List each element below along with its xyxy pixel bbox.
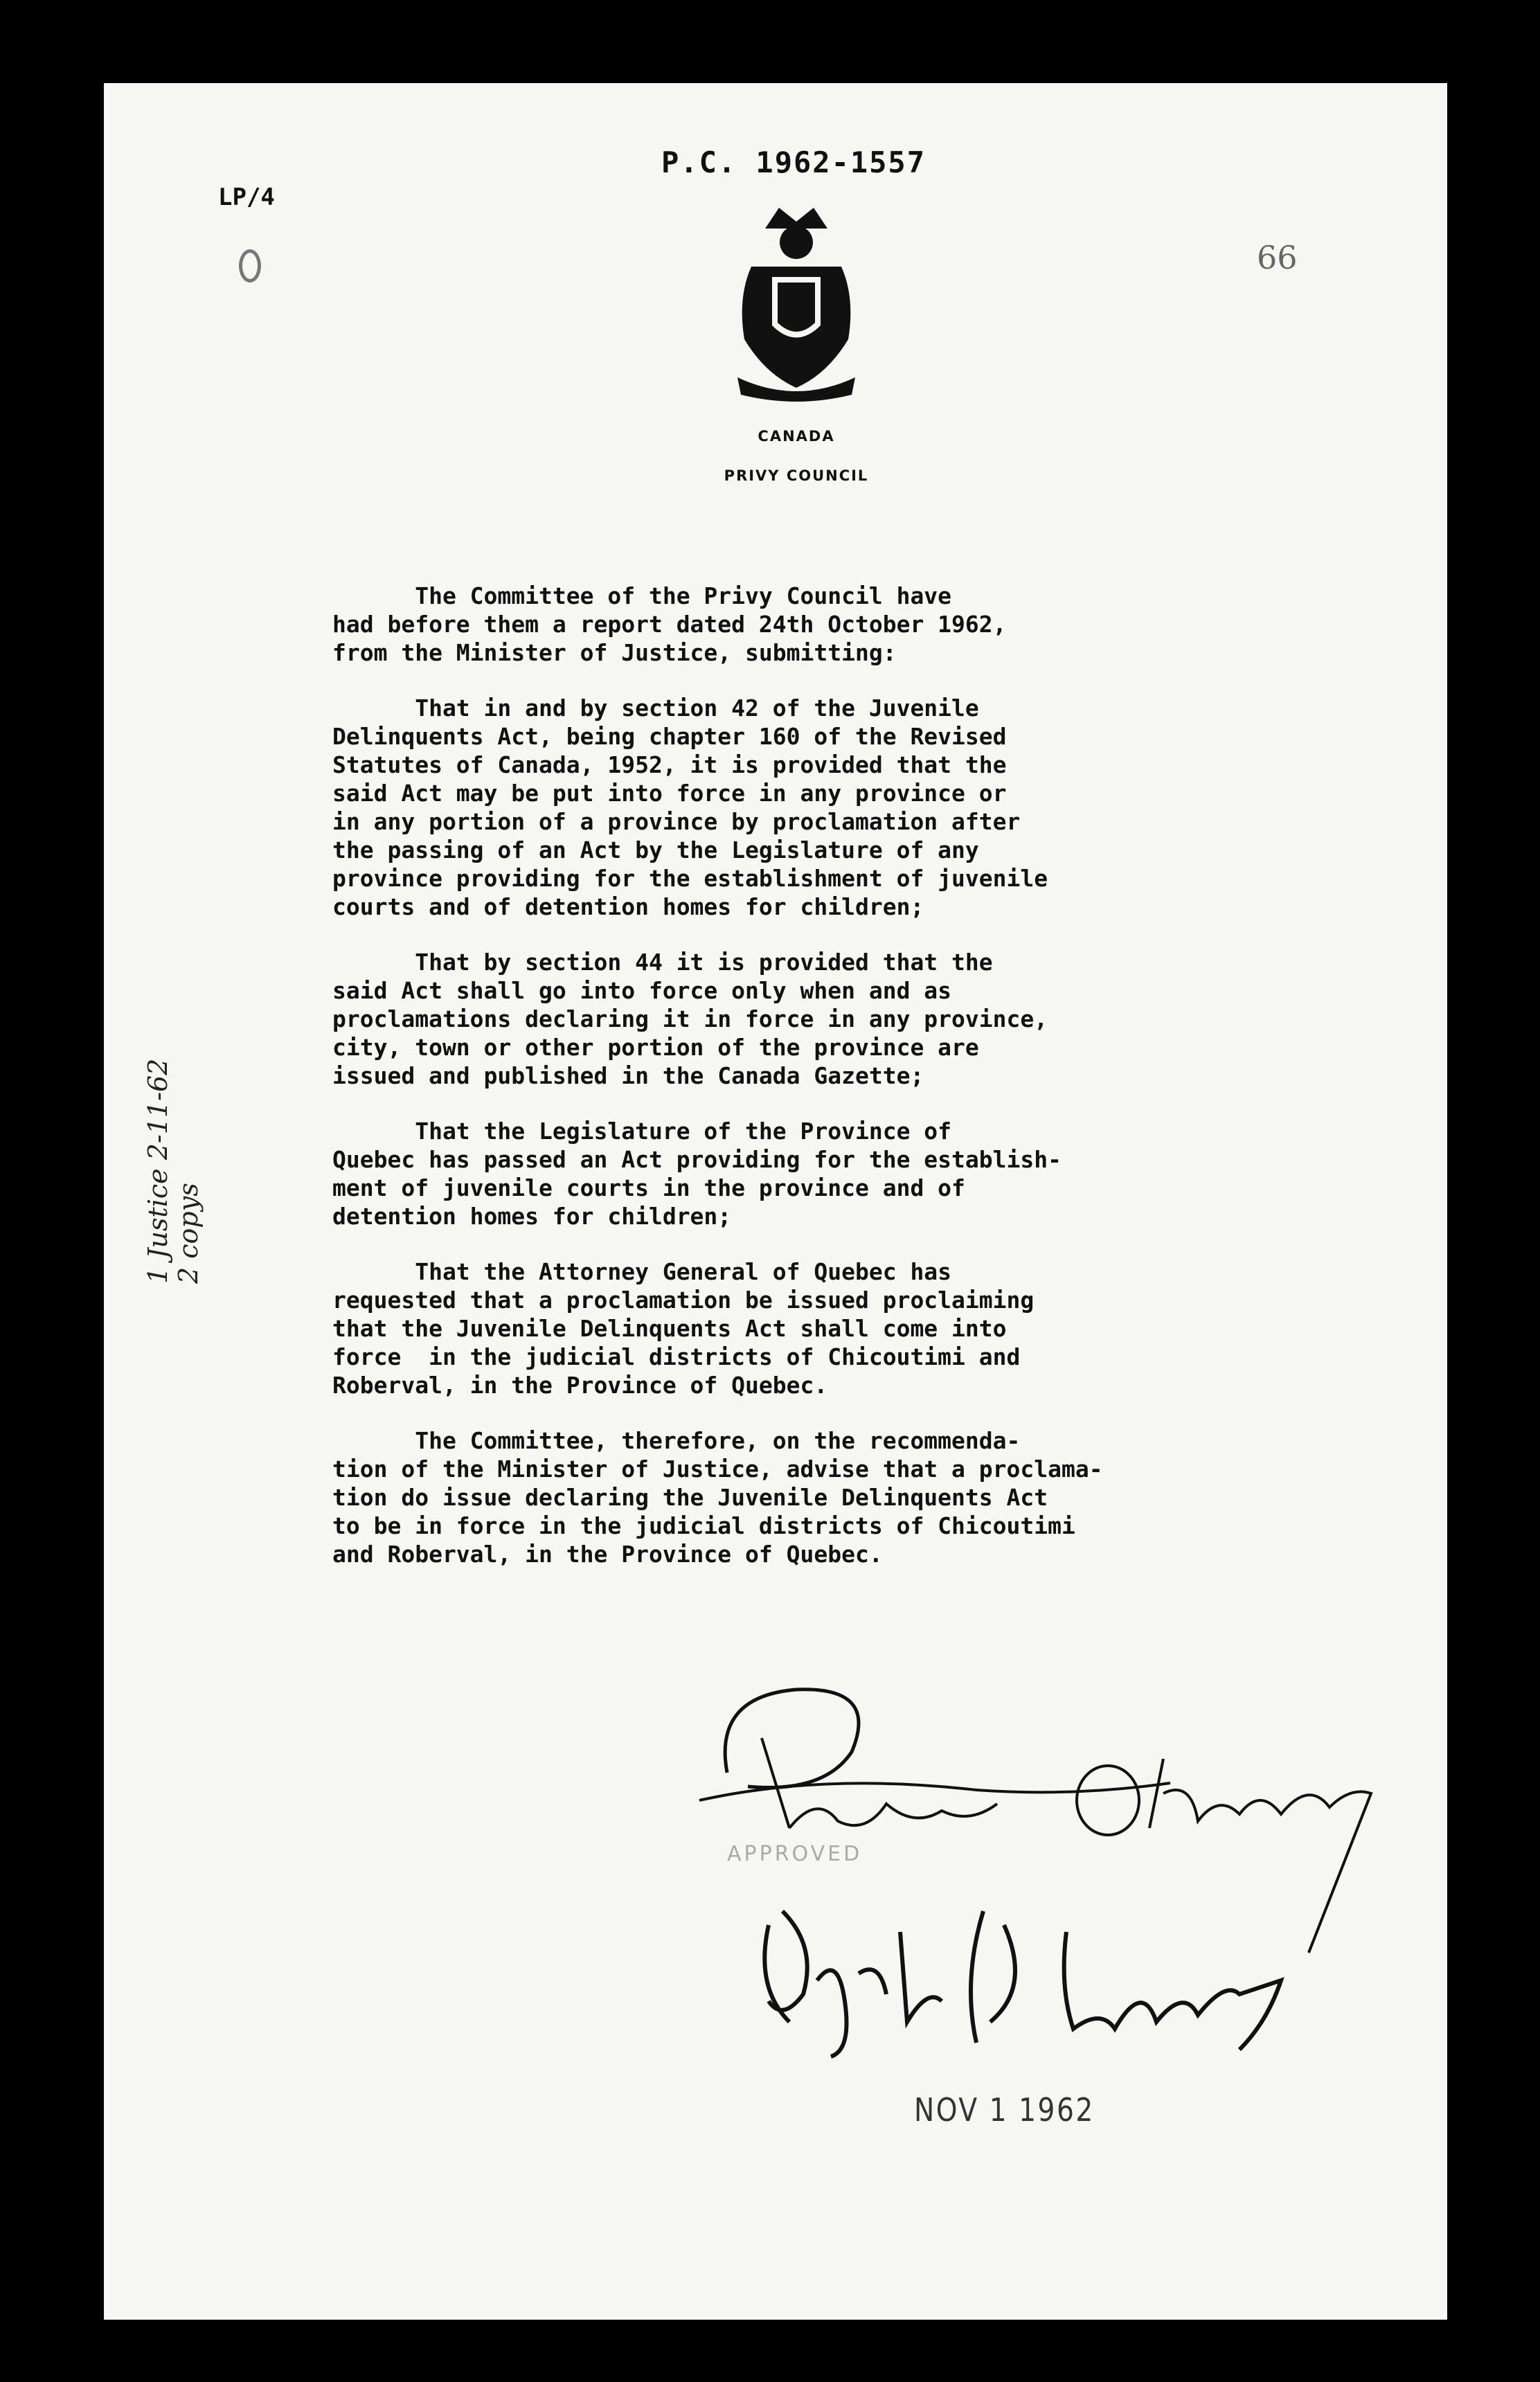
approved-stamp: APPROVED (727, 1842, 863, 1866)
signature-governor-general (741, 1883, 1336, 2063)
page-number: 66 (1257, 239, 1298, 276)
text-line: The Committee of the Privy Council have (332, 582, 952, 609)
text-line: province providing for the establishment of juvenile (332, 865, 1048, 892)
text-line: the passing of an Act by the Legislature of any (332, 836, 979, 863)
text-line: and Roberval, in the Province of Quebec. (332, 1541, 883, 1568)
text-line: to be in force in the judicial districts of Chicoutimi (332, 1512, 1075, 1539)
text-line: proclamations declaring it in force in any province, (332, 1005, 1048, 1032)
text-line: The Committee, therefore, on the recommenda- (332, 1427, 1021, 1454)
text-line: issued and published in the Canada Gazette; (332, 1062, 924, 1089)
text-line: force in the judicial districts of Chicoutimi and (332, 1343, 1021, 1370)
text-line: That the Legislature of the Province of (332, 1118, 952, 1145)
paragraph (332, 948, 1350, 1090)
paragraph (332, 1257, 1350, 1399)
text-line: That the Attorney General of Quebec has (332, 1258, 952, 1285)
paragraph (332, 694, 1350, 921)
text-line: said Act may be put into force in any province or (332, 780, 1007, 807)
paragraph (332, 582, 1350, 667)
file-code: LP/4 (218, 183, 275, 211)
punch-hole (239, 249, 261, 283)
paragraph (332, 1117, 1350, 1230)
text-line: That by section 44 it is provided that the (332, 949, 993, 976)
paragraph (332, 1426, 1350, 1568)
document-page (104, 83, 1447, 2320)
order-number: P.C. 1962-1557 (661, 145, 926, 179)
text-line: Roberval, in the Province of Quebec. (332, 1372, 828, 1399)
approval-date-stamp: NOV 1 1962 (914, 2091, 1095, 2129)
text-line: courts and of detention homes for children; (332, 893, 924, 920)
text-line: in any portion of a province by proclamation after (332, 808, 1021, 835)
text-line: Statutes of Canada, 1952, it is provided that the (332, 751, 1007, 778)
handwritten-margin-note (143, 1058, 204, 1284)
text-line: that the Juvenile Delinquents Act shall come into (332, 1315, 1007, 1342)
text-line: tion of the Minister of Justice, advise that a proclama- (332, 1456, 1103, 1483)
country-label: CANADA (758, 428, 835, 445)
margin-note-line: 2 copys (173, 1183, 204, 1284)
text-line: tion do issue declaring the Juvenile Delinquents Act (332, 1484, 1048, 1511)
text-line: requested that a proclamation be issued proclaiming (332, 1287, 1035, 1314)
text-line: ment of juvenile courts in the province and of (332, 1174, 965, 1201)
text-line: from the Minister of Justice, submitting: (332, 639, 897, 666)
text-line: city, town or other portion of the province are (332, 1034, 979, 1061)
text-line: said Act shall go into force only when and as (332, 977, 952, 1004)
text-line: That in and by section 42 of the Juvenile (332, 695, 979, 722)
text-line: Quebec has passed an Act providing for the establish- (332, 1146, 1062, 1173)
text-line: Delinquents Act, being chapter 160 of the Revised (332, 723, 1007, 750)
office-label: PRIVY COUNCIL (724, 467, 869, 484)
text-line: had before them a report dated 24th October 1962, (332, 611, 1007, 638)
coat-of-arms-icon (724, 201, 869, 409)
margin-note-line: 1 Justice 2-11-62 (143, 1058, 173, 1284)
order-body (332, 582, 1350, 1595)
text-line: detention homes for children; (332, 1203, 732, 1230)
